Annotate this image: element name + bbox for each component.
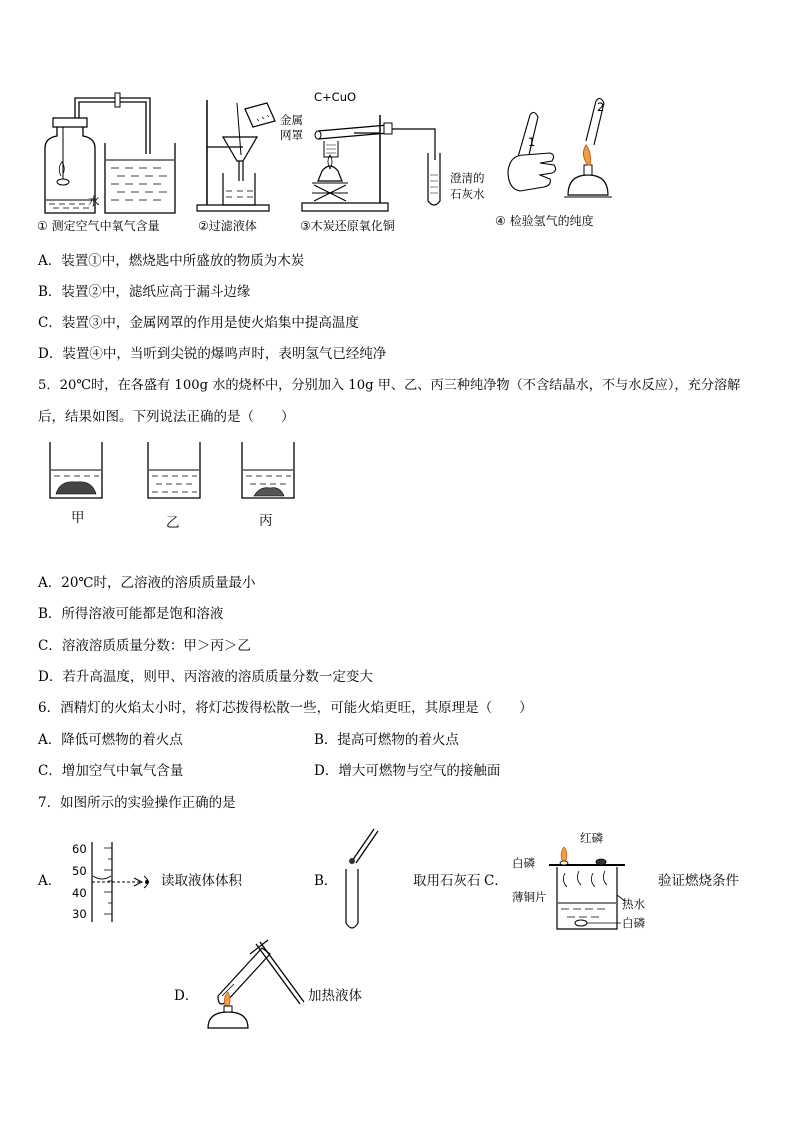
q4-option-c: C．装置③中，金属网罩的作用是使火焰集中提高温度 [38, 315, 359, 331]
beaker-bing [238, 440, 298, 502]
label-metal-2: 网罩 [280, 128, 303, 142]
q7-c-desc: 验证燃烧条件 [658, 873, 739, 889]
tick-40: 40 [72, 886, 87, 900]
q6-option-a: A．降低可燃物的着火点 [38, 732, 183, 748]
q7-b-letter: B． [314, 873, 338, 889]
label-metal-1: 金属 [280, 113, 303, 127]
combustion-apparatus [545, 845, 630, 933]
tick-50: 50 [72, 864, 87, 878]
label-red-phosphorus: 红磷 [580, 831, 603, 845]
q7-a-desc: 读取液体体积 [161, 873, 242, 889]
label-lime-2: 石灰水 [450, 187, 485, 201]
label-water: 水 [88, 194, 100, 208]
q6-stem: 6．酒精灯的火焰太小时，将灯芯拨得松散一些，可能火焰更旺，其原理是（ ） [38, 700, 533, 716]
q7-d-desc: 加热液体 [308, 988, 362, 1004]
q7-b-desc: 取用石灰石 [413, 873, 481, 889]
q5-option-c: C．溶液溶质质量分数：甲＞丙＞乙 [38, 638, 251, 654]
label-tube-1: 1 [528, 135, 536, 149]
beaker-jia [46, 440, 106, 502]
beaker-yi [144, 440, 204, 502]
label-white-phosphorus-bottom: 白磷 [622, 916, 645, 930]
q4-option-a: A．装置①中，燃烧匙中所盛放的物质为木炭 [38, 253, 305, 269]
apparatus-filtration [195, 95, 280, 215]
apparatus-carbon-reduction [300, 105, 470, 215]
tick-30: 30 [72, 907, 87, 921]
apparatus-oxygen-measurement [35, 88, 185, 218]
q5-option-b: B．所得溶液可能都是饱和溶液 [38, 606, 224, 622]
caption-apparatus-4: ④ 检验氢气的纯度 [495, 214, 594, 228]
label-hot-water: 热水 [622, 897, 645, 911]
beaker-label-bing: 丙 [259, 513, 273, 529]
label-white-phosphorus-top: 白磷 [512, 856, 535, 870]
q5-stem-line-2: 后，结果如图。下列说法正确的是（ ） [38, 409, 295, 425]
q7-d-letter: D． [174, 988, 199, 1004]
beaker-label-jia: 甲 [71, 510, 85, 526]
caption-apparatus-3: ③木炭还原氧化铜 [300, 219, 395, 233]
q5-option-a: A．20℃时，乙溶液的溶质质量最小 [38, 575, 256, 591]
q6-option-d: D．增大可燃物与空气的接触面 [314, 763, 501, 779]
q6-option-c: C．增加空气中氧气含量 [38, 763, 184, 779]
q6-option-b: B．提高可燃物的着火点 [314, 732, 459, 748]
caption-apparatus-1: ① 测定空气中氧气含量 [37, 219, 160, 233]
tick-60: 60 [72, 842, 87, 856]
test-tube-tongs [338, 825, 398, 935]
heating-liquid-apparatus [200, 940, 305, 1032]
q7-stem: 7．如图所示的实验操作正确的是 [38, 795, 236, 811]
q4-option-b: B．装置②中，滤纸应高于漏斗边缘 [38, 284, 251, 300]
label-copper-sheet: 薄铜片 [512, 890, 547, 904]
label-formula: C+CuO [314, 90, 357, 104]
q4-option-d: D．装置④中，当听到尖锐的爆鸣声时，表明氢气已经纯净 [38, 346, 387, 362]
label-lime-1: 澄清的 [450, 171, 485, 185]
caption-apparatus-2: ②过滤液体 [198, 219, 257, 233]
q7-a-letter: A． [38, 873, 62, 889]
beaker-label-yi: 乙 [166, 515, 180, 531]
q5-option-d: D．若升高温度，则甲、丙溶液的溶质质量分数一定变大 [38, 669, 373, 685]
q7-c-letter: C． [484, 873, 508, 889]
q5-stem-line-1: 5．20℃时，在各盛有 100g 水的烧杯中，分别加入 10g 甲、乙、丙三种纯净物（不含结晶水，不与水反应），充分溶解 [38, 378, 741, 393]
label-tube-2: 2 [597, 100, 605, 114]
